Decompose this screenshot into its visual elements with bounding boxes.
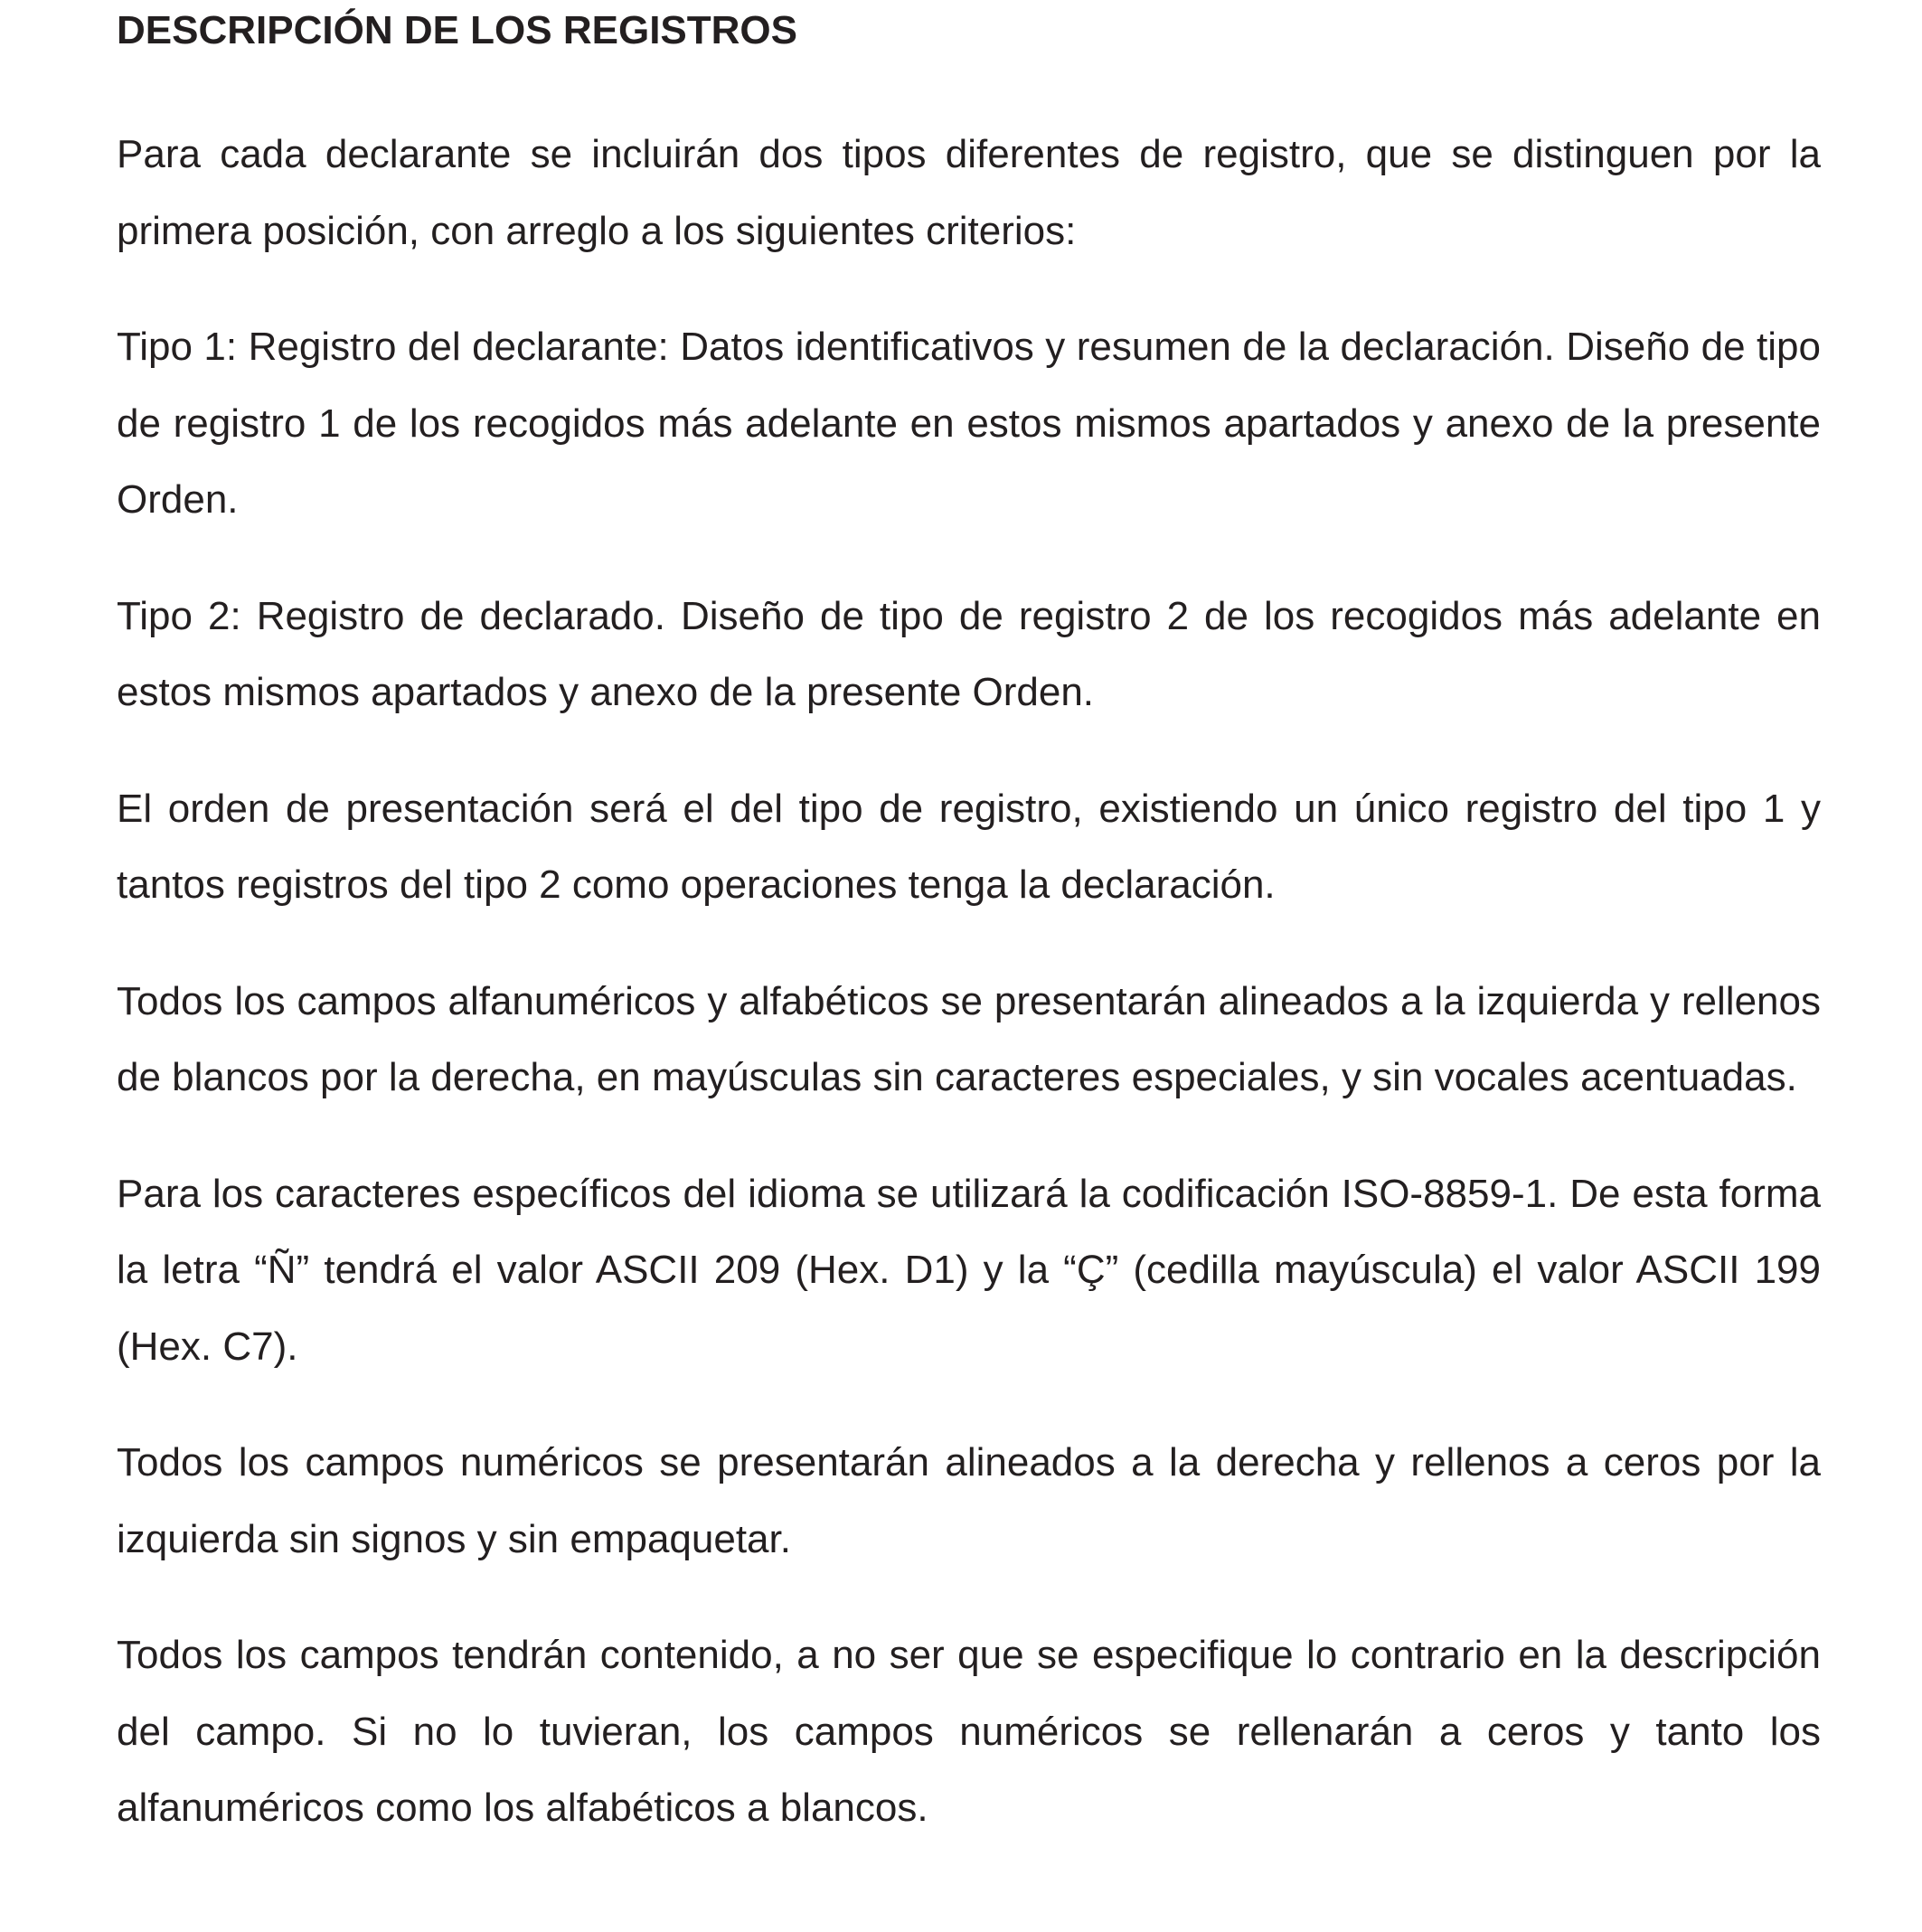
- section-heading: DESCRIPCIÓN DE LOS REGISTROS: [117, 8, 797, 52]
- paragraph-tipo-1: Tipo 1: Registro del declarante: Datos identificativos y resumen de la declaración. Diseño de tipo de registro 1 de los recogidos más adelante en estos mismos apartados y anexo de la presente Orden.: [117, 325, 1821, 522]
- paragraph-campos-numericos: Todos los campos numéricos se presentarán alineados a la derecha y rellenos a ceros por la izquierda sin signos y sin empaquetar.: [117, 1440, 1821, 1561]
- paragraph-codificacion: Para los caracteres específicos del idioma se utilizará la codificación ISO-8859-1. De esta forma la letra “Ñ” tendrá el valor ASCII 209 (Hex. D1) y la “Ç” (cedilla mayúscula) el valor ASCII 199 (Hex. C7).: [117, 1171, 1821, 1369]
- document-page: [117, 0, 1821, 1847]
- paragraph-orden-presentacion: El orden de presentación será el del tipo de registro, existiendo un único registro del tipo 1 y tantos registros del tipo 2 como operaciones tenga la declaración.: [117, 786, 1821, 907]
- paragraph-intro: Para cada declarante se incluirán dos tipos diferentes de registro, que se distinguen por la primera posición, con arreglo a los siguientes criterios:: [117, 132, 1821, 253]
- paragraph-tipo-2: Tipo 2: Registro de declarado. Diseño de tipo de registro 2 de los recogidos más adelante en estos mismos apartados y anexo de la presente Orden.: [117, 593, 1821, 714]
- paragraph-contenido-campos: Todos los campos tendrán contenido, a no ser que se especifique lo contrario en la descripción del campo. Si no lo tuvieran, los campos numéricos se rellenarán a ceros y tanto los alfanuméricos como los alfabéticos a blancos.: [117, 1633, 1821, 1830]
- paragraph-campos-alfanumericos: Todos los campos alfanuméricos y alfabéticos se presentarán alineados a la izquierda y rellenos de blancos por la derecha, en mayúsculas sin caracteres especiales, y sin vocales acentuadas.: [117, 978, 1821, 1099]
